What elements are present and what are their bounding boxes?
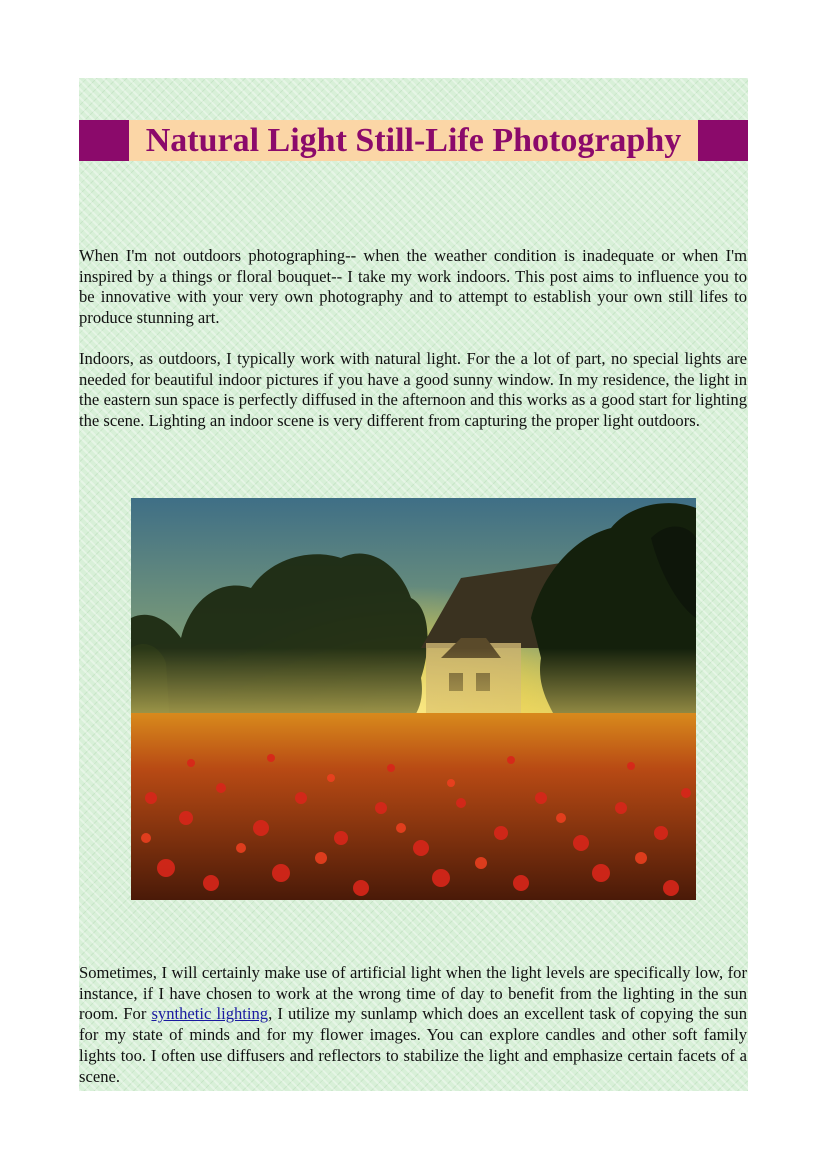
synthetic-lighting-link[interactable]: synthetic lighting [151,1004,269,1024]
paragraph-artificial-light [79,963,747,1087]
paragraph-artificial-light-text-2: , I utilize my sunlamp which does an excellent task of copying the sun for my state of minds and for my flower images. You can explore candles and other soft family lights too. I often use diffusers and reflectors to stabilize the light and emphasize certain facets of a scene. [79,1004,747,1086]
page-title: Natural Light Still-Life Photography [129,120,698,161]
paragraph-natural-light: Indoors, as outdoors, I typically work with natural light. For the a lot of part, no special lights are needed for beautiful indoor pictures if you have a good sunny window. In my residence, the light in the eastern sun space is perfectly diffused in the afternoon and this works as a good start for lighting the scene. Lighting an indoor scene is very different from capturing the proper light outdoors. [79,349,747,431]
landscape-photo [131,498,696,900]
paragraph-intro: When I'm not outdoors photographing-- when the weather condition is inadequate or when I'm inspired by a things or floral bouquet-- I take my work indoors. This post aims to influence you to be innovative with your very own photography and to attempt to establish your own still lifes to produce stunning art. [79,246,747,328]
paragraph-artificial-light-text-1: Sometimes, I will certainly make use of artificial light when the light levels are specifically low, for instance, if I have chosen to work at the wrong time of day to benefit from the lighting in the sun room. For [79,963,747,1024]
